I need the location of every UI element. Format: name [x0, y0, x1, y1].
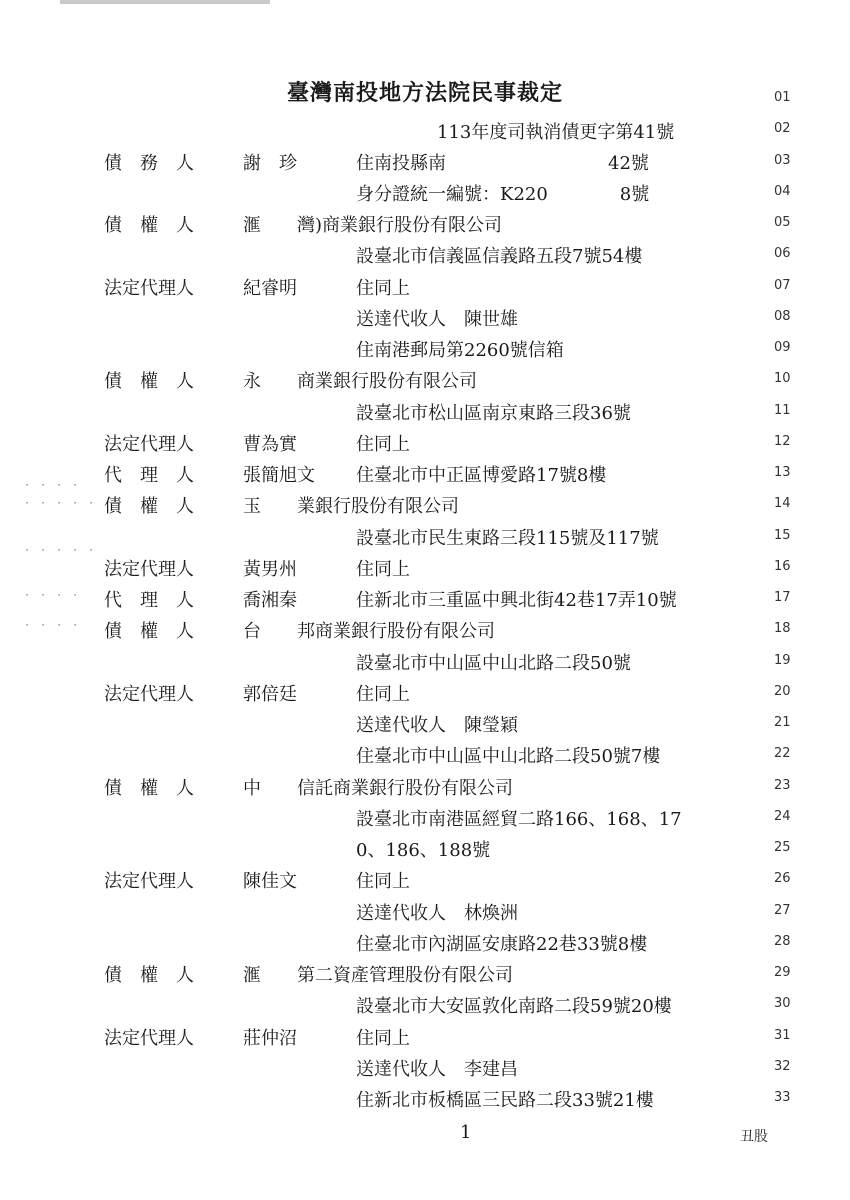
party-name: 陳佳文 — [243, 871, 297, 893]
line-number: 30 — [774, 996, 791, 1012]
party-row — [0, 742, 760, 768]
party-row — [0, 1055, 760, 1081]
party-detail: 住同上 — [356, 683, 410, 705]
scan-speckle: · · · · — [24, 590, 81, 601]
party-name: 喬湘秦 — [243, 590, 297, 611]
line-number: 17 — [774, 590, 791, 605]
party-detail: 送達代收人 李建昌 — [356, 1058, 518, 1080]
party-role: 債 權 人 — [104, 621, 194, 643]
party-detail: 設臺北市信義區信義路五段7號54樓 — [356, 246, 643, 268]
line-number: 01 — [774, 90, 791, 105]
party-row — [0, 367, 760, 393]
party-detail: 送達代收人 陳世雄 — [356, 308, 518, 330]
party-role: 法定代理人 — [104, 871, 194, 893]
party-row — [0, 430, 760, 456]
party-row — [0, 586, 760, 612]
division-label: 丑股 — [740, 1129, 768, 1145]
party-role: 法定代理人 — [104, 558, 194, 580]
party-name: 張簡旭文 — [243, 465, 315, 486]
scan-speckle: · · · · · — [24, 498, 97, 509]
party-row — [0, 336, 760, 362]
party-row — [0, 305, 760, 331]
line-number: 20 — [774, 683, 791, 699]
party-role: 代 理 人 — [104, 465, 194, 486]
party-name: 郭倍廷 — [243, 683, 297, 705]
party-role: 債 權 人 — [104, 777, 194, 799]
party-detail: 住南投縣南 42號 — [356, 152, 649, 174]
party-row — [0, 992, 760, 1018]
line-number: 22 — [774, 746, 791, 762]
party-detail: 送達代收人 陳瑩穎 — [356, 715, 518, 736]
party-detail: 住同上 — [356, 433, 410, 455]
party-role: 代 理 人 — [104, 590, 194, 611]
scan-speckle: · · · · — [24, 620, 81, 631]
party-name: 紀睿明 — [243, 277, 297, 299]
party-role: 法定代理人 — [104, 1027, 194, 1049]
party-role: 債 權 人 — [104, 496, 194, 518]
party-detail: 住南港郵局第2260號信箱 — [356, 340, 564, 361]
party-detail: 設臺北市南港區經貿二路166、168、17 — [356, 808, 682, 830]
party-detail: 設臺北市民生東路三段115號及117號 — [356, 527, 659, 549]
party-role: 法定代理人 — [104, 433, 194, 455]
line-number: 21 — [774, 715, 791, 730]
line-number: 14 — [774, 496, 791, 512]
line-number: 03 — [774, 152, 791, 168]
party-row — [0, 1086, 760, 1112]
party-name: 滙 第二資產管理股份有限公司 — [243, 965, 513, 986]
party-role: 債 權 人 — [104, 215, 194, 236]
line-number: 24 — [774, 808, 791, 824]
scan-artifact — [60, 0, 270, 4]
party-row — [0, 274, 760, 300]
party-name: 曹為實 — [243, 433, 297, 455]
party-detail: 設臺北市松山區南京東路三段36號 — [356, 402, 631, 424]
line-number: 12 — [774, 433, 791, 449]
line-number: 32 — [774, 1058, 791, 1074]
party-row — [0, 461, 760, 487]
line-number: 18 — [774, 621, 791, 637]
party-row — [0, 961, 760, 987]
party-name: 台 邦商業銀行股份有限公司 — [243, 621, 495, 643]
party-row — [0, 774, 760, 800]
party-row — [0, 399, 760, 425]
party-role: 債 務 人 — [104, 152, 194, 174]
line-number: 31 — [774, 1027, 791, 1043]
party-detail: 身分證統一編號：K220 8號 — [356, 183, 650, 205]
document-title: 臺灣南投地方法院民事裁定 — [286, 80, 563, 106]
party-detail: 住同上 — [356, 1027, 410, 1049]
line-number: 29 — [774, 965, 791, 980]
line-number: 06 — [774, 246, 791, 262]
line-number: 27 — [774, 902, 791, 918]
party-row — [0, 930, 760, 956]
party-detail: 住臺北市中正區博愛路17號8樓 — [356, 465, 607, 486]
party-row — [0, 711, 760, 737]
line-number: 09 — [774, 340, 791, 355]
party-row — [0, 899, 760, 925]
party-name: 謝 珍 — [243, 152, 297, 174]
line-number: 33 — [774, 1090, 791, 1105]
line-number: 11 — [774, 402, 791, 418]
party-row — [0, 680, 760, 706]
line-number: 16 — [774, 558, 791, 574]
line-number: 04 — [774, 183, 791, 199]
party-detail: 送達代收人 林煥洲 — [356, 902, 518, 924]
party-name: 永 商業銀行股份有限公司 — [243, 371, 477, 393]
party-row — [0, 867, 760, 893]
party-role: 債 權 人 — [104, 371, 194, 393]
line-number: 25 — [774, 840, 791, 855]
party-name: 玉 業銀行股份有限公司 — [243, 496, 459, 518]
party-row — [0, 836, 760, 862]
party-name: 黃男州 — [243, 558, 297, 580]
party-row — [0, 555, 760, 581]
party-row — [0, 492, 760, 518]
case-number: 113年度司執消債更字第41號 — [437, 122, 675, 143]
scan-speckle: · · · · — [24, 480, 81, 491]
party-role: 法定代理人 — [104, 277, 194, 299]
party-row — [0, 649, 760, 675]
party-name: 中 信託商業銀行股份有限公司 — [243, 777, 513, 799]
party-detail: 住同上 — [356, 277, 410, 299]
line-number: 08 — [774, 308, 791, 324]
party-row — [0, 617, 760, 643]
line-number: 19 — [774, 652, 791, 668]
line-number: 02 — [774, 121, 791, 137]
party-detail: 住臺北市內湖區安康路22巷33號8樓 — [356, 933, 648, 955]
party-row — [0, 180, 760, 206]
party-row — [0, 805, 760, 831]
line-number: 23 — [774, 777, 791, 793]
party-name: 莊仲沼 — [243, 1027, 297, 1049]
party-detail: 設臺北市中山區中山北路二段50號 — [356, 652, 631, 674]
party-name: 滙 灣)商業銀行股份有限公司 — [243, 215, 503, 236]
line-number: 10 — [774, 371, 791, 387]
party-detail: 住新北市板橋區三民路二段33號21樓 — [356, 1090, 654, 1111]
line-number: 13 — [774, 465, 791, 480]
line-number: 05 — [774, 215, 791, 230]
party-detail: 住同上 — [356, 558, 410, 580]
page-number: 1 — [460, 1122, 472, 1143]
party-detail: 設臺北市大安區敦化南路二段59號20樓 — [356, 996, 672, 1018]
party-role: 法定代理人 — [104, 683, 194, 705]
party-row — [0, 149, 760, 175]
party-role: 債 權 人 — [104, 965, 194, 986]
line-number: 15 — [774, 527, 791, 543]
party-row — [0, 242, 760, 268]
line-number: 07 — [774, 277, 791, 293]
line-number: 26 — [774, 871, 791, 887]
party-row — [0, 211, 760, 237]
party-detail: 住臺北市中山區中山北路二段50號7樓 — [356, 746, 661, 768]
party-detail: 住同上 — [356, 871, 410, 893]
party-row — [0, 1024, 760, 1050]
scan-speckle: · · · · · — [24, 545, 97, 556]
party-row — [0, 524, 760, 550]
line-number: 28 — [774, 933, 791, 949]
party-detail: 住新北市三重區中興北街42巷17弄10號 — [356, 590, 677, 611]
party-detail: 0、186、188號 — [356, 840, 491, 861]
